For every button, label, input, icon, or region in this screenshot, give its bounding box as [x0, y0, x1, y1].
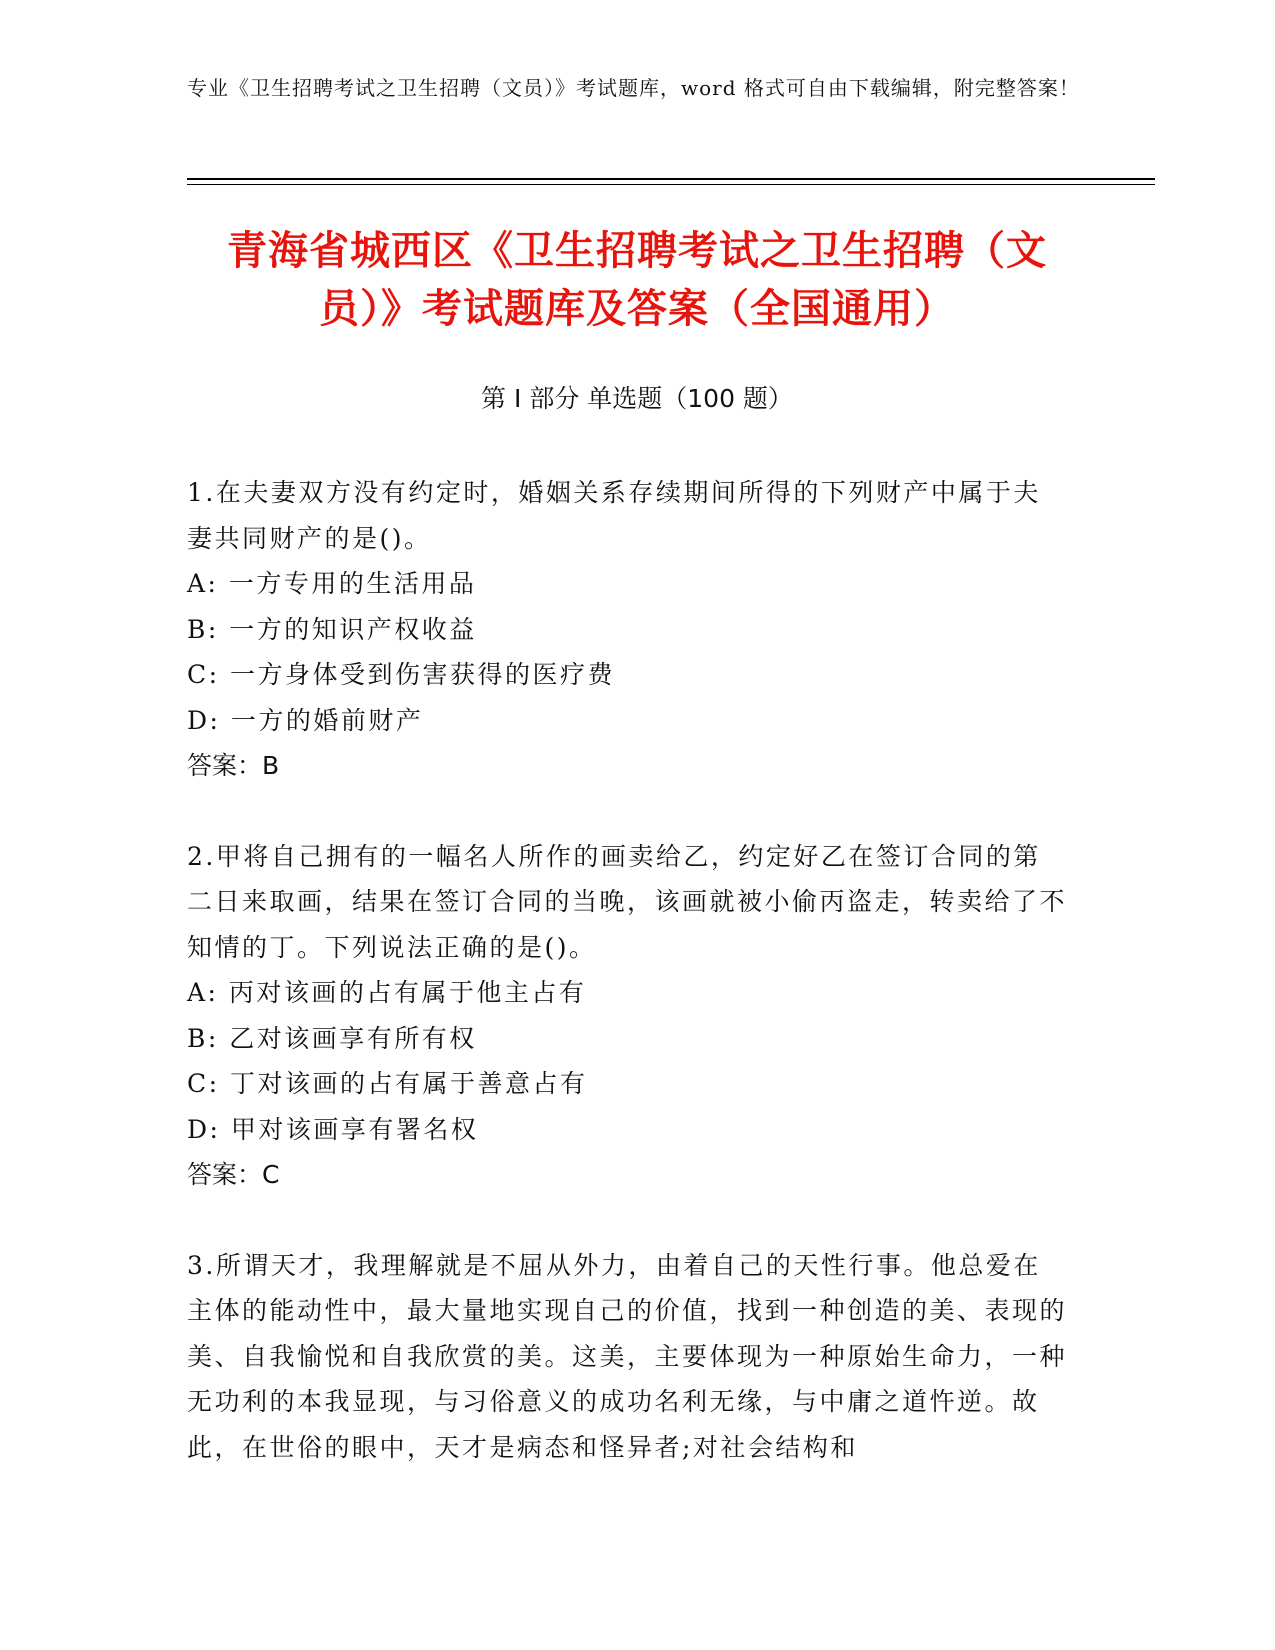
question-stem: 1.在夫妻双方没有约定时，婚姻关系存续期间所得的下列财产中属于夫妻共同财产的是()。 — [187, 478, 1041, 553]
answer-line: 答案：C — [187, 1160, 280, 1189]
option-c: C: 一方身体受到伤害获得的医疗费 — [187, 660, 615, 689]
section-heading: 第 I 部分 单选题（100 题） — [481, 384, 793, 413]
option-a: A: 一方专用的生活用品 — [187, 569, 477, 598]
option-d: D: 甲对该画享有署名权 — [187, 1114, 479, 1144]
question-stem: 3.所谓天才，我理解就是不屈从外力，由着自己的天性行事。他总爱在主体的能动性中，最大量地实现自己的价值，找到一种创造的美、表现的美、自我愉悦和自我欣赏的美。这美，主要体现为一种原始生命力，一种无功利的本我显现，与习俗意义的成功名利无缘，与中庸之道忤逆。故此，在世俗的眼中，天才是病态和怪异者;对社会结构和 — [187, 1250, 1068, 1462]
question-stem: 2.甲将自己拥有的一幅名人所作的画卖给乙，约定好乙在签订合同的第二日来取画，结果在签订合同的当晚，该画就被小偷丙盗走，转卖给了不知情的丁。下列说法正确的是()。 — [187, 841, 1068, 962]
header-rule-thick — [187, 178, 1155, 180]
option-c: C: 丁对该画的占有属于善意占有 — [187, 1069, 588, 1098]
header-rule-thin — [187, 184, 1155, 185]
document-header-note: 专业《卫生招聘考试之卫生招聘（文员）》考试题库，word 格式可自由下载编辑，附完整答案！ — [187, 76, 1080, 100]
option-b: B: 一方的知识产权收益 — [187, 614, 477, 644]
question-list — [187, 470, 1067, 1515]
option-d: D: 一方的婚前财产 — [187, 705, 424, 735]
option-a: A: 丙对该画的占有属于他主占有 — [187, 978, 587, 1007]
question-item — [187, 834, 1067, 1198]
question-item — [187, 470, 1067, 789]
option-b: B: 乙对该画享有所有权 — [187, 1023, 477, 1053]
question-item — [187, 1243, 1067, 1471]
answer-line: 答案：B — [187, 751, 280, 780]
document-title: 青海省城西区《卫生招聘考试之卫生招聘（文员）》考试题库及答案（全国通用） — [227, 228, 1047, 332]
